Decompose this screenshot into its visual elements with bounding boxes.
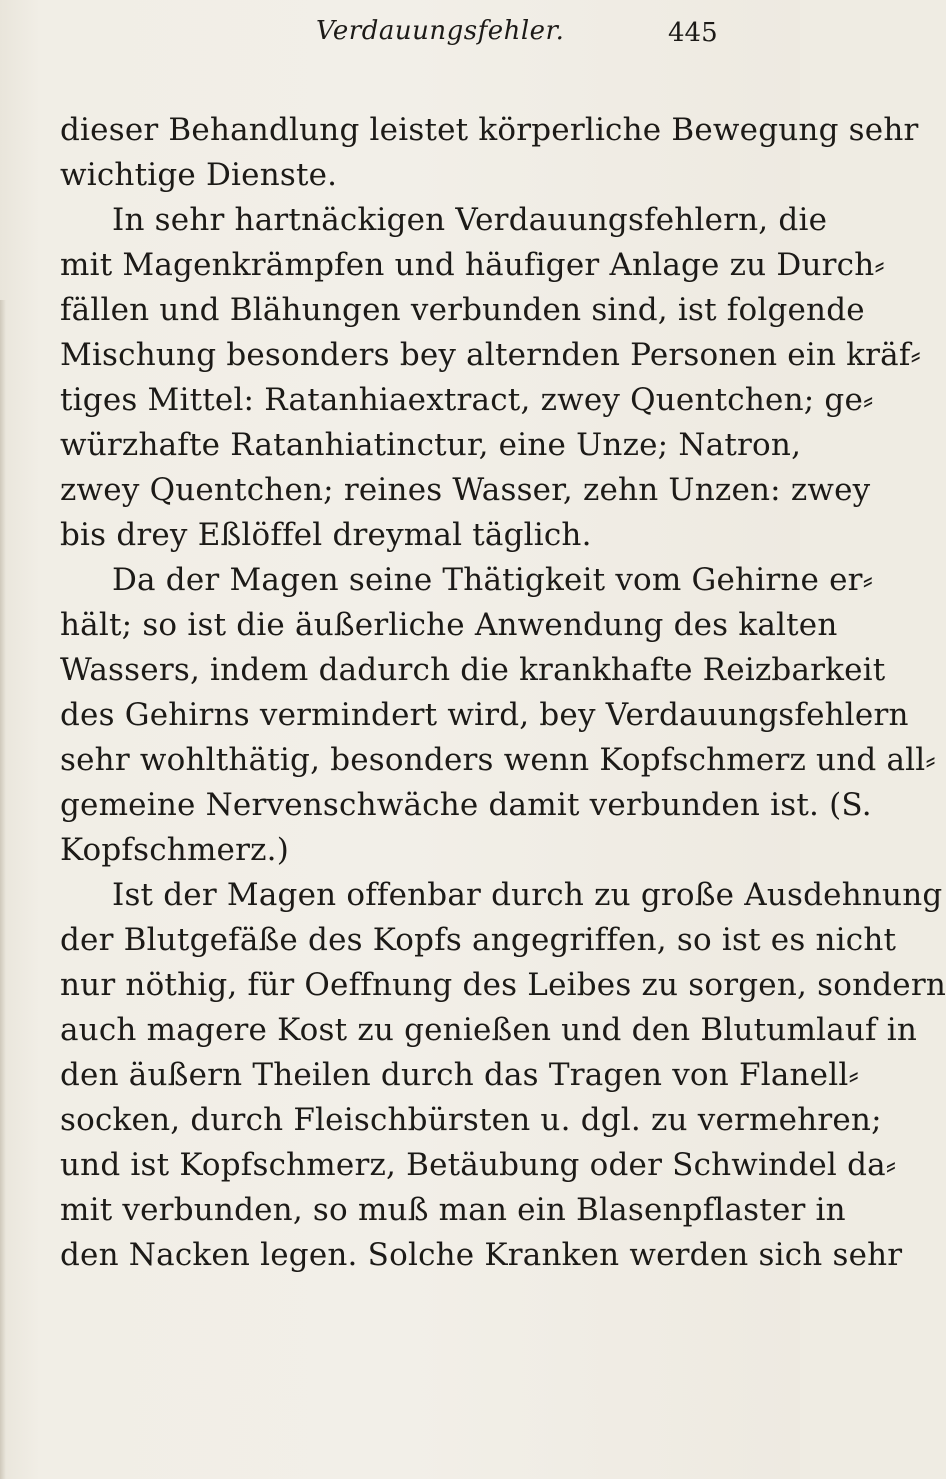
text-line: würzhafte Ratanhiatinctur, eine Unze; Natron, [60, 427, 802, 463]
text-line: Wassers, indem dadurch die krankhafte Reizbarkeit [60, 652, 886, 688]
text-line: gemeine Nervenschwäche damit verbunden ist. (S. [60, 787, 872, 823]
paragraph-start-line: Ist der Magen offenbar durch zu große Ausdehnung [112, 877, 943, 913]
page-header [0, 14, 800, 54]
body-text [60, 108, 946, 1278]
text-line: zwey Quentchen; reines Wasser, zehn Unzen: zwey [60, 472, 871, 508]
running-title: Verdauungsfehler. [316, 16, 565, 46]
text-line: mit Magenkrämpfen und häufiger Anlage zu Durch⸗ [60, 247, 885, 283]
text-line: sehr wohlthätig, besonders wenn Kopfschmerz und all⸗ [60, 742, 936, 778]
text-line: socken, durch Fleischbürsten u. dgl. zu vermehren; [60, 1102, 882, 1138]
paragraph-start-line: In sehr hartnäckigen Verdauungsfehlern, die [112, 202, 828, 238]
text-line: Kopfschmerz.) [60, 832, 289, 868]
text-line: nur nöthig, für Oeffnung des Leibes zu sorgen, sondern [60, 967, 946, 1003]
text-line: bis drey Eßlöffel dreymal täglich. [60, 517, 592, 553]
paragraph-start-line: Da der Magen seine Thätigkeit vom Gehirne er⸗ [112, 562, 874, 598]
text-line: wichtige Dienste. [60, 157, 338, 193]
text-line: den Nacken legen. Solche Kranken werden sich sehr [60, 1237, 903, 1273]
text-line: mit verbunden, so muß man ein Blasenpflaster in [60, 1192, 846, 1228]
text-line: auch magere Kost zu genießen und den Blutumlauf in [60, 1012, 918, 1048]
text-line: hält; so ist die äußerliche Anwendung des kalten [60, 607, 838, 643]
text-line: und ist Kopfschmerz, Betäubung oder Schwindel da⸗ [60, 1147, 897, 1183]
page-gutter-shadow [0, 300, 6, 1479]
text-line: des Gehirns vermindert wird, bey Verdauungsfehlern [60, 697, 909, 733]
text-line: Mischung besonders bey alternden Personen ein kräf⸗ [60, 337, 922, 373]
text-line: dieser Behandlung leistet körperliche Bewegung sehr [60, 112, 919, 148]
text-line: fällen und Blähungen verbunden sind, ist folgende [60, 292, 865, 328]
page-number: 445 [668, 18, 718, 48]
text-line: den äußern Theilen durch das Tragen von Flanell⸗ [60, 1057, 859, 1093]
text-line: der Blutgefäße des Kopfs angegriffen, so ist es nicht [60, 922, 897, 958]
text-line: tiges Mittel: Ratanhiaextract, zwey Quentchen; ge⸗ [60, 382, 874, 418]
